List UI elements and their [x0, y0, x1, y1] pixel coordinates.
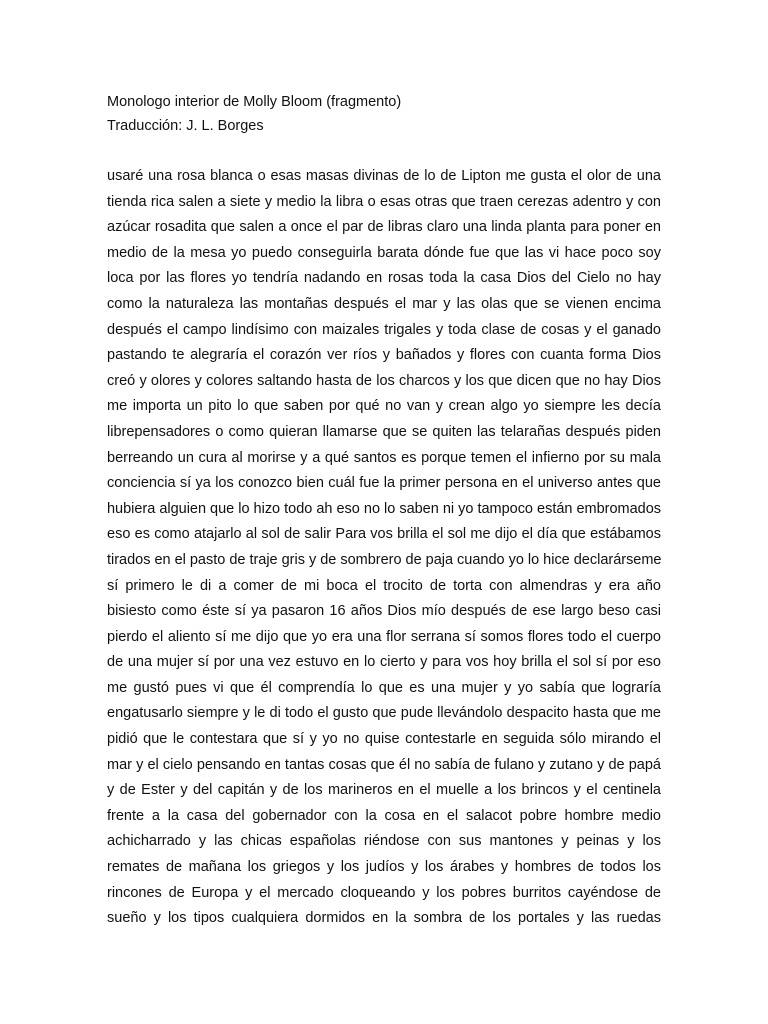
- text-line: berreando un cura al morirse y a qué santos es porque temen el infierno por su mala: [107, 449, 661, 466]
- text-line: frente a la casa del gobernador con la cosa en el salacot pobre hombre medio: [107, 807, 661, 824]
- text-line: tirados en el pasto de traje gris y de sombrero de paja cuando yo lo hice declarárseme: [107, 551, 662, 568]
- text-line: medio de la mesa yo puedo conseguirla barata dónde fue que las vi hace poco soy: [107, 244, 661, 261]
- text-line: y de Ester y del capitán y de los marineros en el muelle a los brincos y el centinela: [107, 782, 661, 799]
- text-line: remates de mañana los griegos y los judíos y los árabes y hombres de todos los: [107, 859, 661, 876]
- text-line: rincones de Europa y el mercado cloqueando y los pobres burritos cayéndose de: [107, 884, 661, 901]
- text-line: azúcar rosadita que salen a once el par de libras claro una linda planta para poner en: [107, 219, 661, 236]
- text-line: creó y olores y colores saltando hasta de los charcos y los que dicen que no hay Dios: [107, 372, 661, 389]
- text-line: librepensadores o como quieran llamarse que se quiten las telarañas después piden: [107, 423, 661, 440]
- text-line: de una mujer sí por una vez estuvo en lo cierto y para vos hoy brilla el sol sí por eso: [107, 654, 661, 671]
- text-line: bisiesto como éste sí ya pasaron 16 años Dios mío después de ese largo beso casi: [107, 603, 661, 620]
- text-line: usaré una rosa blanca o esas masas divinas de lo de Lipton me gusta el olor de una: [107, 168, 661, 184]
- text-line: tienda rica salen a siete y medio la libra o esas otras que traen cerezas adentro y con: [107, 193, 661, 210]
- document-heading: [107, 90, 401, 138]
- text-line: sueño y los tipos cualquiera dormidos en la sombra de los portales y las ruedas: [107, 910, 661, 927]
- text-line: como la naturaleza las montañas después el mar y las olas que se vienen encima: [107, 295, 661, 312]
- translator-credit: Traducción: J. L. Borges: [107, 118, 264, 134]
- text-line: pierdo el aliento sí me dijo que yo era una flor serrana sí somos flores todo el cuerpo: [107, 628, 661, 645]
- body-paragraph: [107, 164, 661, 932]
- text-line: eso es como atajarlo al sol de salir Para vos brilla el sol me dijo el día que estábamos: [107, 526, 661, 543]
- text-line: achicharrado y las chicas españolas riéndose con sus mantones y peinas y los: [107, 833, 661, 850]
- text-line: hubiera alguien que lo hizo todo ah eso no lo saben ni yo tampoco están embromados: [107, 500, 661, 517]
- text-line: pastando te alegraría el corazón ver ríos y bañados y flores con cuanta forma Dios: [107, 347, 661, 364]
- text-line: me gustó pues vi que él comprendía lo que es una mujer y yo sabía que lograría: [107, 679, 661, 696]
- text-line: conciencia sí ya los conozco bien cuál fue la primer persona en el universo antes que: [107, 475, 661, 492]
- text-line: loca por las flores yo tendría nadando en rosas toda la casa Dios del Cielo no hay: [107, 270, 661, 287]
- text-line: pidió que le contestara que sí y yo no quise contestarle en seguida sólo mirando el: [107, 731, 661, 748]
- document-title: Monologo interior de Molly Bloom (fragmento): [107, 94, 402, 110]
- text-line: me importa un pito lo que saben por qué no van y crean algo yo siempre les decía: [107, 398, 661, 415]
- text-line: sí primero le di a comer de mi boca el trocito de torta con almendras y era año: [107, 577, 661, 594]
- text-line: engatusarlo siempre y le di todo el gusto que pude llevándolo despacito hasta que me: [107, 705, 661, 722]
- text-line: mar y el cielo pensando en tantas cosas que él no sabía de fulano y zutano y de papá: [107, 756, 661, 773]
- text-line: después el campo lindísimo con maizales trigales y toda clase de cosas y el ganado: [107, 321, 661, 338]
